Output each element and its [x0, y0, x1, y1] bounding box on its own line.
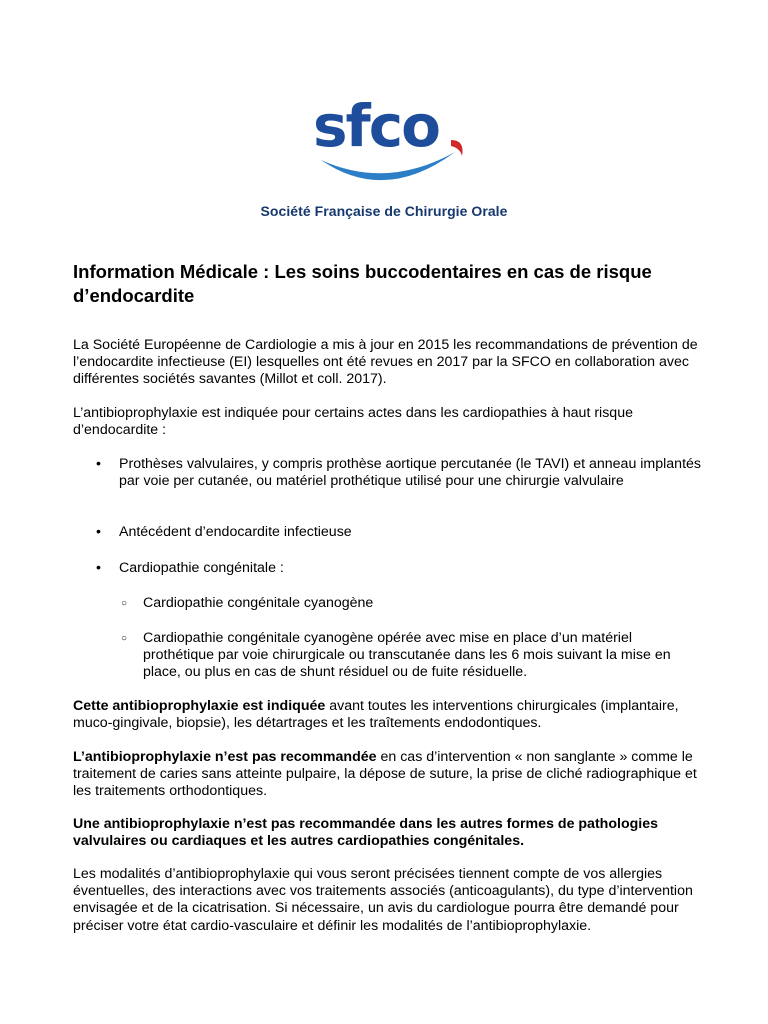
list-item-text: Antécédent d’endocardite infectieuse: [119, 524, 352, 540]
bullet-icon: •: [96, 560, 101, 576]
indicated-text: avant toutes les interventions chirurgicales (implantaire, muco-gingivale, biopsie), les détartrages et les traîtements endodontiques.: [73, 698, 679, 732]
circle-bullet-icon: ○: [121, 633, 128, 644]
not-recommended-emphasis: L’antibioprophylaxie n’est pas recommandée: [73, 749, 377, 765]
bullet-icon: •: [96, 524, 101, 540]
other-forms-paragraph: Une antibioprophylaxie n’est pas recommandée dans les autres formes de pathologies valvulaires ou cardiaques et les autres cardiopathies congénitales.: [73, 816, 659, 850]
indicated-paragraph: [73, 698, 713, 732]
bullet-icon: •: [96, 456, 101, 472]
list-item-text: Prothèses valvulaires, y compris prothèse aortique percutanée (le TAVI) et anneau implantés par voie per cutanée, ou matériel prothétique utilisé pour une chirurgie valvulaire: [119, 456, 701, 490]
sfco-logo: [305, 82, 473, 198]
document-title: Information Médicale : Les soins buccodentaires en cas de risque d’endocardite: [73, 261, 652, 306]
list-item-text: Cardiopathie congénitale :: [119, 560, 284, 576]
logo-wordmark: sfco: [313, 92, 439, 160]
modalities-paragraph: Les modalités d’antibioprophylaxie qui vous seront précisées tiennent compte de vos allergies éventuelles, des interactions avec vos traitements associés (anticoagulants), du type d’intervention envisagée et de la cicatrisation. Si nécessaire, un avis du cardiologue pourra être demandé pour préciser votre état cardio-vasculaire et définir les modalités de l’antibioprophylaxie.: [73, 866, 693, 934]
circle-bullet-icon: ○: [121, 598, 128, 609]
indications-intro-paragraph: L’antibioprophylaxie est indiquée pour certains actes dans les cardiopathies à haut risque d’endocardite :: [73, 405, 633, 439]
intro-paragraph: La Société Européenne de Cardiologie a mis à jour en 2015 les recommandations de prévention de l’endocardite infectieuse (EI) lesquelles ont été revues en 2017 par la SFCO en collaboration avec différentes sociétés savantes (Millot et coll. 2017).: [73, 337, 698, 388]
sub-list-item-text: Cardiopathie congénitale cyanogène opérée avec mise en place d’un matériel prothétique par voie chirurgicale ou transcutanée dans les 6 mois suivant la mise en place, ou plus en cas de shunt résiduel ou de fuite résiduelle.: [143, 630, 671, 681]
sub-list-item-text: Cardiopathie congénitale cyanogène: [143, 595, 374, 611]
indicated-emphasis: Cette antibioprophylaxie est indiquée: [73, 698, 326, 714]
sfco-logo-graphic: [305, 82, 473, 198]
not-recommended-text: en cas d’intervention « non sanglante » comme le traitement de caries sans atteinte pulpaire, la dépose de suture, la prise de cliché radiographique et les traitements orthodontiques.: [73, 749, 697, 800]
organization-name: Société Française de Chirurgie Orale: [260, 203, 508, 219]
not-recommended-paragraph: [73, 749, 713, 801]
